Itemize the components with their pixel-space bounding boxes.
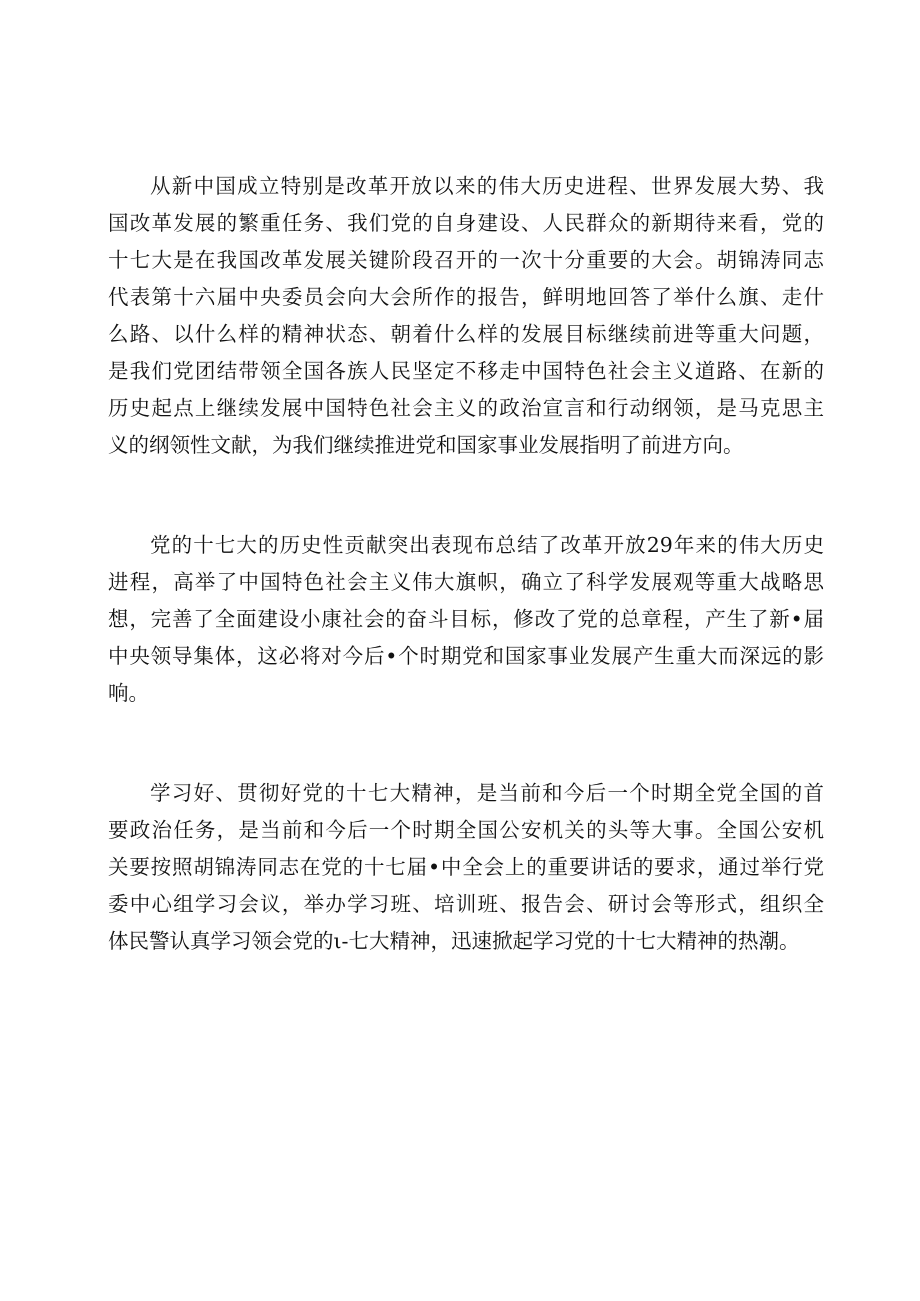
paragraph-line: 义的纲领性文献，为我们继续推进党和国家事业发展指明了前进方向。 bbox=[108, 433, 744, 457]
document-body bbox=[108, 168, 824, 960]
paragraph-line: 历史起点上继续发展中国特色社会主义的政治宣言和行动纲领，是马克思主 bbox=[108, 396, 824, 420]
paragraph-line: 十七大是在我国改革发展关键阶段召开的一次十分重要的大会。胡锦涛同志 bbox=[108, 248, 824, 272]
paragraph-line: 从新中国成立特别是改革开放以来的伟大历史进程、世界发展大势、我 bbox=[150, 174, 824, 198]
paragraph-line: 体民警认真学习领会党的ι-七大精神，迅速掀起学习党的十七大精神的热潮。 bbox=[108, 929, 800, 953]
paragraph-2 bbox=[108, 527, 824, 712]
paragraph-line: 进程，高举了中国特色社会主义伟大旗帜，确立了科学发展观等重大战略思 bbox=[108, 570, 824, 594]
paragraph-line: 党的十七大的历史性贡献突出表现布总结了改革开放29年来的伟大历史 bbox=[150, 533, 824, 557]
paragraph-line: 要政治任务，是当前和今后一个时期全国公安机关的头等大事。全国公安机 bbox=[108, 818, 824, 842]
paragraph-line: 学习好、贯彻好党的十七大精神，是当前和今后一个时期全党全国的首 bbox=[150, 781, 824, 805]
paragraph-line: 代表第十六届中央委员会向大会所作的报告，鲜明地回答了举什么旗、走什 bbox=[108, 285, 824, 309]
paragraph-line: 是我们党团结带领全国各族人民坚定不移走中国特色社会主义道路、在新的 bbox=[108, 359, 824, 383]
paragraph-3 bbox=[108, 775, 824, 960]
paragraph-line: 关要按照胡锦涛同志在党的十七届•中全会上的重要讲话的要求，通过举行党 bbox=[108, 855, 824, 879]
paragraph-line: 中央领导集体，这必将对今后•个时期党和国家事业发展产生重大而深远的影 bbox=[108, 644, 824, 668]
paragraph-line: 想，完善了全面建设小康社会的奋斗目标，修改了党的总章程，产生了新•届 bbox=[108, 607, 824, 631]
paragraph-spacer bbox=[108, 464, 824, 527]
paragraph-line: 委中心组学习会议，举办学习班、培训班、报告会、研讨会等形式，组织全 bbox=[108, 892, 824, 916]
paragraph-line: 国改革发展的繁重任务、我们党的自身建设、人民群众的新期待来看，党的 bbox=[108, 211, 824, 235]
paragraph-spacer bbox=[108, 712, 824, 775]
paragraph-1 bbox=[108, 168, 824, 464]
paragraph-line: 么路、以什么样的精神状态、朝着什么样的发展目标继续前进等重大问题， bbox=[108, 322, 824, 346]
paragraph-line: 响。 bbox=[108, 681, 149, 705]
